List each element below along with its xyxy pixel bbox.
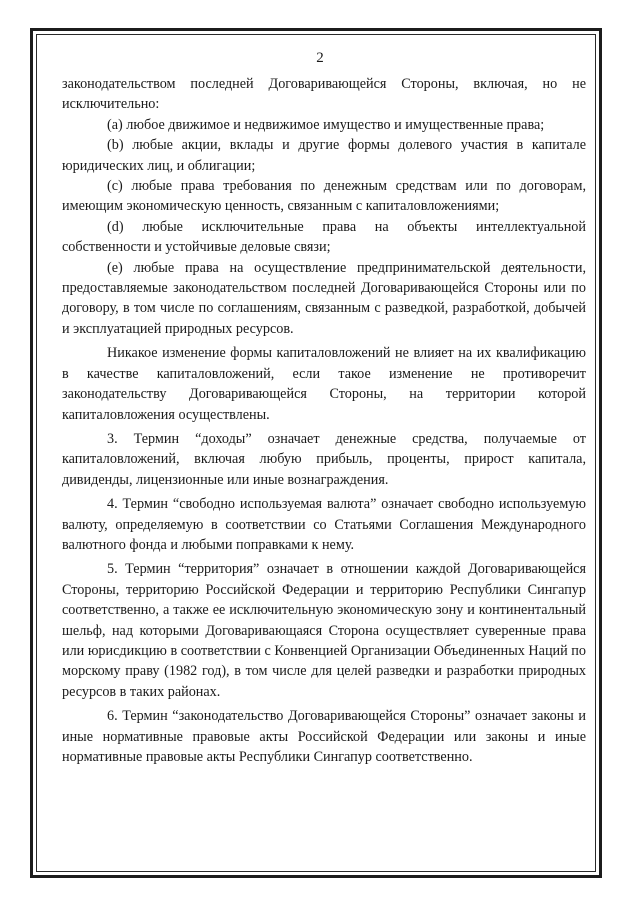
paragraph: 5. Термин “территория” означает в отношении каждой Договаривающейся Стороны, территорию Российской Федерации и территорию Республики Сингапур соответственно, а также ее исключительную экономическую зону и континентальный шельф, над которыми Договаривающаяся Сторона осуществляет суверенные права или юрисдикцию в соответствии с Конвенцией Организации Объединенных Наций по морскому праву (1982 год), в том числе для целей разведки и разработки природных ресурсов в таких районах. (62, 561, 586, 700)
paragraph: (а) любое движимое и недвижимое имущество и имущественные права; (107, 116, 545, 133)
paragraph: Никакое изменение формы капиталовложений не влияет на их квалификацию в качестве капиталовложений, если такое изменение не противоречит законодательству Договаривающейся Стороны, на территории которой капиталовложения осуществлены. (62, 345, 586, 423)
paragraph: 3. Термин “доходы” означает денежные средства, получаемые от капиталовложений, включая любую прибыль, проценты, прирост капитала, дивиденды, лицензионные или иные вознаграждения. (62, 430, 586, 488)
paragraph: 6. Термин “законодательство Договаривающейся Стороны” означает законы и иные нормативные правовые акты Российской Федерации или законы и иные нормативные правовые акты Республики Сингапур соответственно. (62, 708, 586, 765)
paragraph: 4. Термин “свободно используемая валюта” означает свободно используемую валюту, определяемую в соответствии со Статьями Соглашения Международного валютного фонда и любыми поправками к нему. (62, 496, 586, 553)
document-body (62, 74, 586, 767)
page-number: 2 (316, 50, 324, 66)
paragraph: (b) любые акции, вклады и другие формы долевого участия в капитале юридических лиц, и облигации; (62, 137, 586, 174)
paragraph: законодательством последней Договаривающейся Стороны, включая, но не исключительно: (62, 76, 586, 113)
paragraph: (d) любые исключительные права на объекты интеллектуальной собственности и устойчивые деловые связи; (62, 218, 586, 256)
paragraph: (e) любые права на осуществление предпринимательской деятельности, предоставляемые законодательством последней Договаривающейся Стороны или по договору, в том числе по соглашениям, связанным с разведкой, разработкой, добычей и эксплуатацией природных ресурсов. (62, 259, 586, 337)
paragraph: (c) любые права требования по денежным средствам или по договорам, имеющим экономическую ценность, связанным с капиталовложениями; (62, 178, 586, 215)
